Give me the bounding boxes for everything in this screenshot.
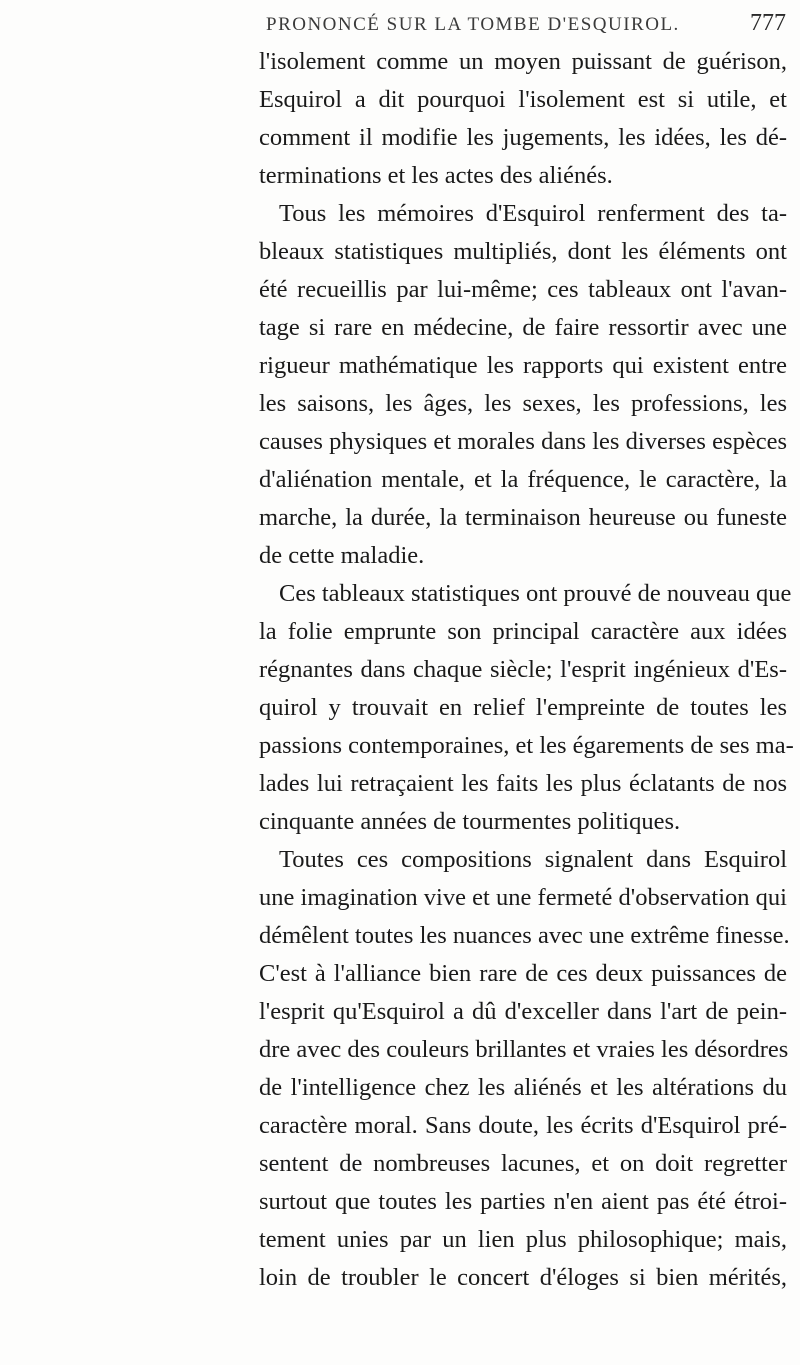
text-line: les saisons, les âges, les sexes, les professions, les	[259, 390, 787, 417]
text-line: surtout que toutes les parties n'en aient pas été étroi-	[259, 1188, 787, 1215]
body-text	[259, 43, 794, 1297]
text-line: quirol y trouvait en relief l'empreinte de toutes les	[259, 694, 787, 721]
text-line: d'aliénation mentale, et la fréquence, le caractère, la	[259, 466, 787, 493]
text-line: C'est à l'alliance bien rare de ces deux puissances de	[259, 960, 787, 987]
text-line: été recueillis par lui-même; ces tableaux ont l'avan-	[259, 276, 787, 303]
text-line: Toutes ces compositions signalent dans Esquirol	[279, 846, 787, 873]
text-line: Esquirol a dit pourquoi l'isolement est si utile, et	[259, 86, 787, 113]
text-line: dre avec des couleurs brillantes et vraies les désordres	[259, 1036, 789, 1063]
text-line: sentent de nombreuses lacunes, et on doit regretter	[259, 1150, 787, 1177]
text-line: lades lui retraçaient les faits les plus éclatants de nos	[259, 770, 787, 797]
text-line: tement unies par un lien plus philosophique; mais,	[259, 1226, 787, 1253]
text-line: démêlent toutes les nuances avec une extrême finesse.	[259, 922, 790, 949]
text-line: Tous les mémoires d'Esquirol renferment des ta-	[279, 200, 787, 227]
text-line: cinquante années de tourmentes politiques.	[259, 808, 681, 835]
text-line: une imagination vive et une fermeté d'observation qui	[259, 884, 787, 911]
text-line: l'esprit qu'Esquirol a dû d'exceller dans l'art de pein-	[259, 998, 787, 1025]
running-title: PRONONCÉ SUR LA TOMBE D'ESQUIROL.	[266, 14, 680, 35]
text-line: bleaux statistiques multipliés, dont les éléments ont	[259, 238, 787, 265]
text-line: rigueur mathématique les rapports qui existent entre	[259, 352, 787, 379]
text-line: causes physiques et morales dans les diverses espèces	[259, 428, 787, 455]
text-line: tage si rare en médecine, de faire ressortir avec une	[259, 314, 787, 341]
text-line: loin de troubler le concert d'éloges si bien mérités,	[259, 1264, 787, 1291]
text-line: marche, la durée, la terminaison heureuse ou funeste	[259, 504, 787, 531]
text-line: la folie emprunte son principal caractère aux idées	[259, 618, 787, 645]
text-line: caractère moral. Sans doute, les écrits d'Esquirol pré-	[259, 1112, 787, 1139]
page-number: 777	[750, 10, 786, 36]
text-line: comment il modifie les jugements, les idées, les dé-	[259, 124, 787, 151]
text-line: Ces tableaux statistiques ont prouvé de nouveau que	[279, 580, 792, 607]
text-line: régnantes dans chaque siècle; l'esprit ingénieux d'Es-	[259, 656, 787, 683]
text-line: l'isolement comme un moyen puissant de guérison,	[259, 48, 787, 75]
text-line: de cette maladie.	[259, 542, 425, 569]
text-line: passions contemporaines, et les égarements de ses ma-	[259, 732, 794, 759]
text-line: terminations et les actes des aliénés.	[259, 162, 613, 189]
text-line: de l'intelligence chez les aliénés et les altérations du	[259, 1074, 787, 1101]
page-header	[266, 10, 786, 40]
